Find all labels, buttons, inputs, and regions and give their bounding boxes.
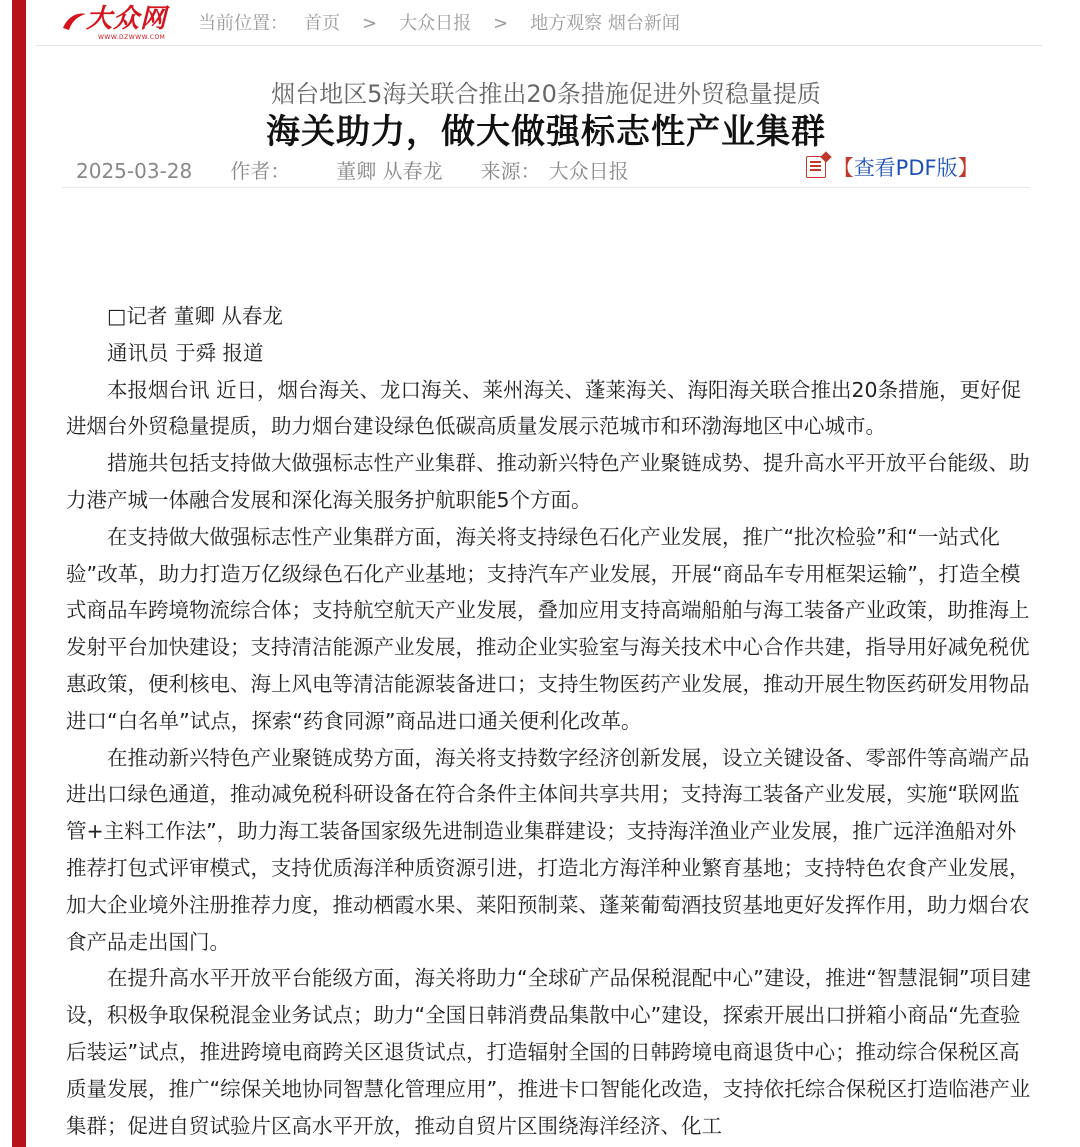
author-label: 作者： bbox=[230, 159, 291, 183]
pdf-bracket-open: 【 bbox=[832, 156, 854, 180]
site-logo[interactable] bbox=[62, 4, 172, 42]
article-paragraph: 在推动新兴特色产业聚链成势方面，海关将支持数字经济创新发展，设立关键设备、零部件等高端产品进出口绿色通道，推动减免税科研设备在符合条件主体间共享共用；支持海工装备产业发展，实施“联网监管+主料工作法”，助力海工装备国家级先进制造业集群建设；支持海洋渔业产业发展，推广远洋渔船对外推荐打包式评审模式，支持优质海洋种质资源引进，打造北方海洋种业繁育基地；支持特色农食产业发展，加大企业境外注册推荐力度，推动栖霞水果、莱阳预制菜、蓬莱葡萄酒技贸基地更好发挥作用，助力烟台农食产品走出国门。 bbox=[66, 745, 1030, 954]
header-divider bbox=[36, 45, 1042, 46]
source-label: 来源： bbox=[480, 159, 541, 183]
breadcrumb-separator: > bbox=[493, 13, 509, 34]
paragraph-correspondent: 通讯员 于舜 报道 bbox=[107, 340, 264, 365]
breadcrumb bbox=[198, 9, 680, 35]
pdf-file-icon[interactable] bbox=[806, 156, 826, 178]
article-paragraph: 措施共包括支持做大做强标志性产业集群、推动新兴特色产业聚链成势、提升高水平开放平台能级、助力港产城一体融合发展和深化海关服务护航职能5个方面。 bbox=[66, 451, 1030, 512]
breadcrumb-section[interactable]: 地方观察 烟台新闻 bbox=[530, 13, 680, 34]
dazhong-logo-icon bbox=[60, 8, 88, 34]
article-paragraph: 在支持做大做强标志性产业集群方面，海关将支持绿色石化产业发展，推广“批次检验”和“一站式化验”改革，助力打造万亿级绿色石化产业基地；支持汽车产业发展，开展“商品车专用框架运输”，打造全模式商品车跨境物流综合体；支持航空航天产业发展，叠加应用支持高端船舶与海工装备产业政策，助推海上发射平台加快建设；支持清洁能源产业发展，推动企业实验室与海关技术中心合作共建，指导用好减免税优惠政策，便利核电、海上风电等清洁能源装备进口；支持生物医药产业发展，推动开展生物医药研发用物品进口“白名单”试点，探索“药食同源”商品进口通关便利化改革。 bbox=[66, 524, 1030, 733]
breadcrumb-newspaper[interactable]: 大众日报 bbox=[399, 13, 472, 34]
meta-divider bbox=[62, 187, 1030, 188]
article-body bbox=[66, 298, 1032, 1144]
article-meta bbox=[76, 155, 629, 184]
article-author: 董卿 从春龙 bbox=[336, 159, 443, 183]
article-title: 海关助力，做大做强标志性产业集群 bbox=[266, 112, 826, 152]
site-header bbox=[62, 0, 1042, 46]
view-pdf-link[interactable]: 查看PDF版 bbox=[853, 156, 958, 180]
logo-text: 大众网 bbox=[86, 4, 168, 34]
article-source: 大众日报 bbox=[548, 159, 629, 183]
paragraph-byline: □记者 董卿 从春龙 bbox=[107, 304, 283, 328]
breadcrumb-label: 当前位置： bbox=[198, 13, 288, 34]
breadcrumb-separator: > bbox=[362, 13, 378, 34]
pdf-bracket-close: 】 bbox=[957, 156, 979, 180]
logo-subtext: WWW.DZWWW.COM bbox=[98, 34, 166, 41]
breadcrumb-home[interactable]: 首页 bbox=[304, 13, 340, 34]
article-subtitle: 烟台地区5海关联合推出20条措施促进外贸稳量提质 bbox=[271, 80, 821, 108]
pdf-link-group bbox=[806, 152, 979, 182]
article-date: 2025-03-28 bbox=[76, 159, 193, 183]
red-stripe bbox=[12, 0, 26, 1147]
article-paragraph: 本报烟台讯 近日，烟台海关、龙口海关、莱州海关、蓬莱海关、海阳海关联合推出20条措施，更好促进烟台外贸稳量提质，助力烟台建设绿色低碳高质量发展示范城市和环渤海地区中心城市。 bbox=[66, 377, 1022, 439]
left-accent-bar bbox=[0, 0, 26, 1147]
article-paragraph: 在提升高水平开放平台能级方面，海关将助力“全球矿产品保税混配中心”建设，推进“智慧混铜”项目建设，积极争取保税混金业务试点；助力“全国日韩消费品集散中心”建设，探索开展出口拼箱小商品“先查验后装运”试点，推进跨境电商跨关区退货试点，打造辐射全国的日韩跨境电商退货中心；推动综合保税区高质量发展，推广“综保关地协同智慧化管理应用”，推进卡口智能化改造，支持依托综合保税区打造临港产业集群；促进自贸试验片区高水平开放，推动自贸片区围绕海洋经济、化工 bbox=[66, 966, 1031, 1138]
